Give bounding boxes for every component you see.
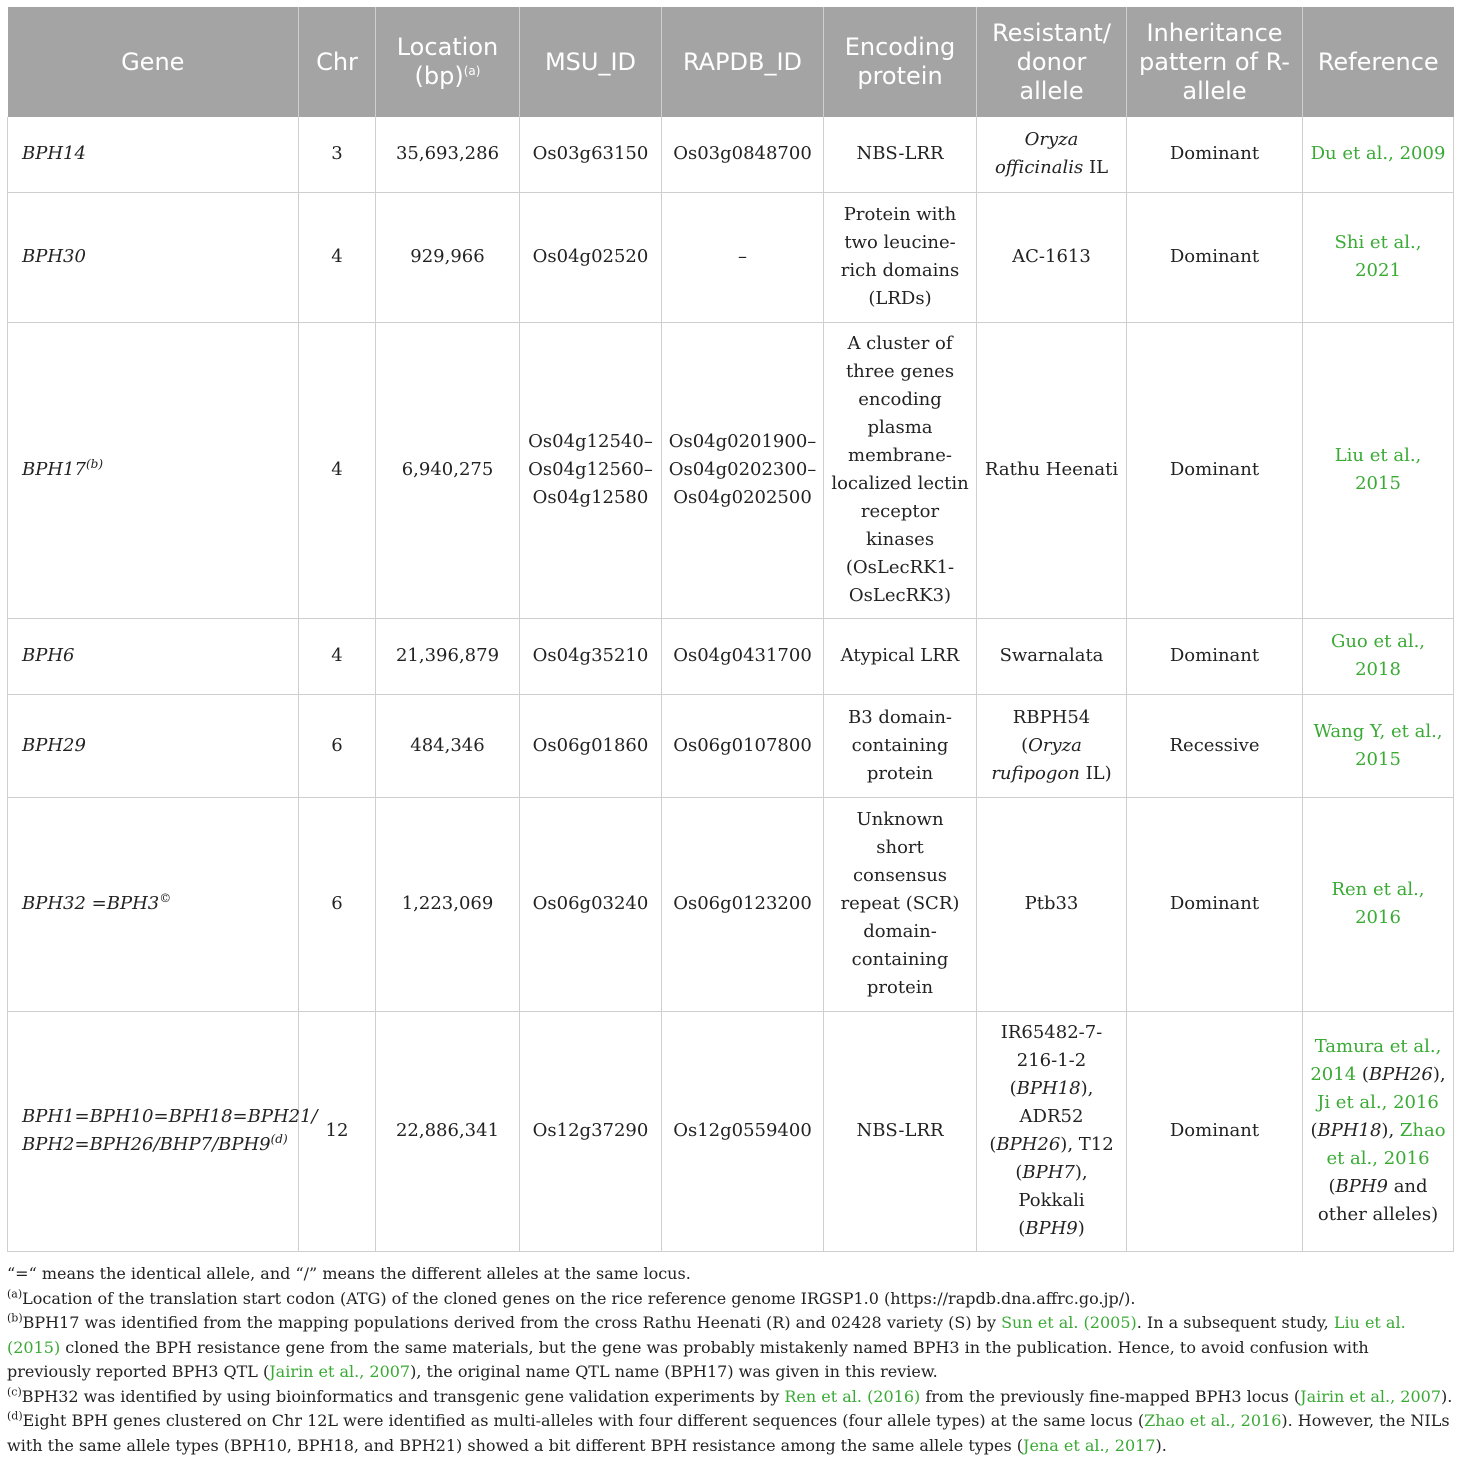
inheritance-cell: Dominant xyxy=(1127,117,1303,192)
reference-link[interactable]: Zhao et al., 2016 xyxy=(1326,1120,1446,1169)
header-msu-id: MSU_ID xyxy=(520,7,662,117)
donor-cell: Ptb33 xyxy=(977,797,1127,1011)
gene-cell: BPH30 xyxy=(8,192,299,322)
table-footnotes xyxy=(7,1262,1453,1458)
msu-cell: Os06g03240 xyxy=(520,797,662,1011)
table-container xyxy=(7,7,1453,1252)
chr-cell: 3 xyxy=(299,117,376,192)
chr-cell: 6 xyxy=(299,694,376,797)
footnote-c: $^{(c)}$BPH32 was identified by using bioinformatics and transgenic gene validation experiments by Ren et al. (2016) from the previously fine-mapped BPH3 locus (Jairin et al., 2007). xyxy=(7,1385,1453,1406)
rapdb-cell: Os04g0431700 xyxy=(662,618,824,694)
reference-link[interactable]: Ren et al., 2016 xyxy=(1303,797,1454,1011)
donor-cell: AC-1613 xyxy=(977,192,1127,322)
inheritance-cell: Dominant xyxy=(1127,322,1303,618)
reference-cell: Tamura et al., 2014 (BPH26), Ji et al., 2016 (BPH18), Zhao et al., 2016 (BPH9 and other alleles) xyxy=(1303,1011,1454,1251)
table-row xyxy=(8,322,1454,618)
reference-link[interactable]: Ji et al., 2016 xyxy=(1317,1092,1439,1113)
footnote-ref-link[interactable]: Zhao et al., 2016 xyxy=(1144,1411,1282,1430)
msu-cell: Os06g01860 xyxy=(520,694,662,797)
gene-footnote-sup: (d) xyxy=(270,1132,288,1146)
header-chr: Chr xyxy=(299,7,376,117)
chr-cell: 12 xyxy=(299,1011,376,1251)
gene-cell: BPH17$^{(b)}$ xyxy=(8,322,299,618)
msu-cell: Os12g37290 xyxy=(520,1011,662,1251)
footnote-a: $^{(a)}$Location of the translation start codon (ATG) of the cloned genes on the rice reference genome IRGSP1.0 (https://rapdb.dna.affrc.go.jp/). xyxy=(7,1287,1136,1308)
table-row xyxy=(8,192,1454,322)
header-location: Location (bp)$^{(a)}$ xyxy=(376,7,520,117)
inheritance-cell: Recessive xyxy=(1127,694,1303,797)
reference-link[interactable]: Wang Y, et al., 2015 xyxy=(1303,694,1454,797)
bph-genes-table xyxy=(7,7,1454,1252)
reference-link[interactable]: Tamura et al., 2014 xyxy=(1310,1036,1442,1085)
header-inheritance: Inheritance pattern of R- allele xyxy=(1127,7,1303,117)
msu-cell: Os03g63150 xyxy=(520,117,662,192)
donor-cell: Rathu Heenati xyxy=(977,322,1127,618)
table-row xyxy=(8,117,1454,192)
rapdb-cell: Os06g0107800 xyxy=(662,694,824,797)
msu-cell: Os04g35210 xyxy=(520,618,662,694)
reference-link[interactable]: Liu et al., 2015 xyxy=(1303,322,1454,618)
inheritance-cell: Dominant xyxy=(1127,192,1303,322)
location-cell: 929,966 xyxy=(376,192,520,322)
gene-cell: BPH29 xyxy=(8,694,299,797)
footnote-b: $^{(b)}$BPH17 was identified from the mapping populations derived from the cross Rathu Heenati (R) and 02428 variety (S) by Sun et al. (2005). In a subsequent study, Liu et al. (2015) cloned the BPH resistance gene from the same materials, but the gene was probably mistakenly named BPH3 in the publication. Hence, to avoid confusion with previously reported BPH3 QTL (Jairin et al., 2007), the original name QTL name (BPH17) was given in this review. xyxy=(7,1311,1406,1381)
location-cell: 35,693,286 xyxy=(376,117,520,192)
footnote-ref-link[interactable]: Ren et al. (2016) xyxy=(784,1386,921,1406)
rapdb-cell: Os12g0559400 xyxy=(662,1011,824,1251)
reference-link[interactable]: Shi et al., 2021 xyxy=(1303,192,1454,322)
chr-cell: 6 xyxy=(299,797,376,1011)
header-donor-allele: Resistant/ donor allele xyxy=(977,7,1127,117)
header-reference: Reference xyxy=(1303,7,1454,117)
msu-cell: Os04g02520 xyxy=(520,192,662,322)
footnote-ref-link[interactable]: Jairin et al., 2007 xyxy=(269,1362,411,1381)
gene-cell: BPH14 xyxy=(8,117,299,192)
footnote-ref-link[interactable]: Jairin et al., 2007 xyxy=(1300,1386,1441,1406)
donor-cell: Oryza officinalis IL xyxy=(977,117,1127,192)
inheritance-cell: Dominant xyxy=(1127,797,1303,1011)
protein-cell: Atypical LRR xyxy=(824,618,977,694)
protein-cell: Protein with two leucine-rich domains (LRDs) xyxy=(824,192,977,322)
header-location-sup: (a) xyxy=(463,64,481,78)
footnote-general: “=“ means the identical allele, and “/” means the different alleles at the same locus. xyxy=(7,1264,691,1283)
chr-cell: 4 xyxy=(299,192,376,322)
header-row xyxy=(8,7,1454,117)
header-rapdb-id: RAPDB_ID xyxy=(662,7,824,117)
table-row xyxy=(8,694,1454,797)
gene-footnote-sup: (b) xyxy=(85,457,103,471)
chr-cell: 4 xyxy=(299,322,376,618)
donor-cell: Swarnalata xyxy=(977,618,1127,694)
protein-cell: B3 domain-containing protein xyxy=(824,694,977,797)
table-row xyxy=(8,618,1454,694)
reference-link[interactable]: Du et al., 2009 xyxy=(1303,117,1454,192)
table-row xyxy=(8,1011,1454,1251)
header-gene: Gene xyxy=(8,7,299,117)
protein-cell: NBS-LRR xyxy=(824,117,977,192)
footnote-ref-link[interactable]: Jena et al., 2017 xyxy=(1023,1435,1156,1455)
chr-cell: 4 xyxy=(299,618,376,694)
gene-footnote-sup: © xyxy=(159,891,172,905)
rapdb-cell: Os04g0201900–Os04g0202300–Os04g0202500 xyxy=(662,322,824,618)
donor-cell: RBPH54 (Oryza rufipogon IL) xyxy=(977,694,1127,797)
rapdb-cell: Os06g0123200 xyxy=(662,797,824,1011)
location-cell: 1,223,069 xyxy=(376,797,520,1011)
header-encoding-protein: Encoding protein xyxy=(824,7,977,117)
protein-cell: Unknown short consensus repeat (SCR) domain-containing protein xyxy=(824,797,977,1011)
inheritance-cell: Dominant xyxy=(1127,618,1303,694)
donor-cell: IR65482-7-216-1-2 (BPH18), ADR52 (BPH26), T12 (BPH7), Pokkali (BPH9) xyxy=(977,1011,1127,1251)
rapdb-cell: – xyxy=(662,192,824,322)
footnote-d: $^{(d)}$Eight BPH genes clustered on Chr 12L were identified as multi-alleles with four different sequences (four allele types) at the same locus (Zhao et al., 2016). However, the NILs with the same allele types (BPH10, BPH18, and BPH21) showed a bit different BPH resistance among the same allele types (Jena et al., 2017). xyxy=(7,1409,1450,1455)
gene-cell: BPH1=BPH10=BPH18=BPH21/ $BPH2=BPH26/BHP7/BPH9^{(d)}$ xyxy=(8,1011,299,1251)
protein-cell: A cluster of three genes encoding plasma membrane-localized lectin receptor kinases (OsLecRK1-OsLecRK3) xyxy=(824,322,977,618)
table-row xyxy=(8,797,1454,1011)
location-cell: 6,940,275 xyxy=(376,322,520,618)
inheritance-cell: Dominant xyxy=(1127,1011,1303,1251)
location-cell: 21,396,879 xyxy=(376,618,520,694)
gene-cell: BPH6 xyxy=(8,618,299,694)
rapdb-cell: Os03g0848700 xyxy=(662,117,824,192)
msu-cell: Os04g12540–Os04g12560–Os04g12580 xyxy=(520,322,662,618)
protein-cell: NBS-LRR xyxy=(824,1011,977,1251)
location-cell: 22,886,341 xyxy=(376,1011,520,1251)
footnote-ref-link[interactable]: Sun et al. (2005) xyxy=(1001,1313,1137,1332)
reference-link[interactable]: Guo et al., 2018 xyxy=(1303,618,1454,694)
gene-cell: BPH32 =BPH3© xyxy=(8,797,299,1011)
location-cell: 484,346 xyxy=(376,694,520,797)
footnote-ref-link[interactable]: Liu et al. (2015) xyxy=(7,1313,1406,1357)
